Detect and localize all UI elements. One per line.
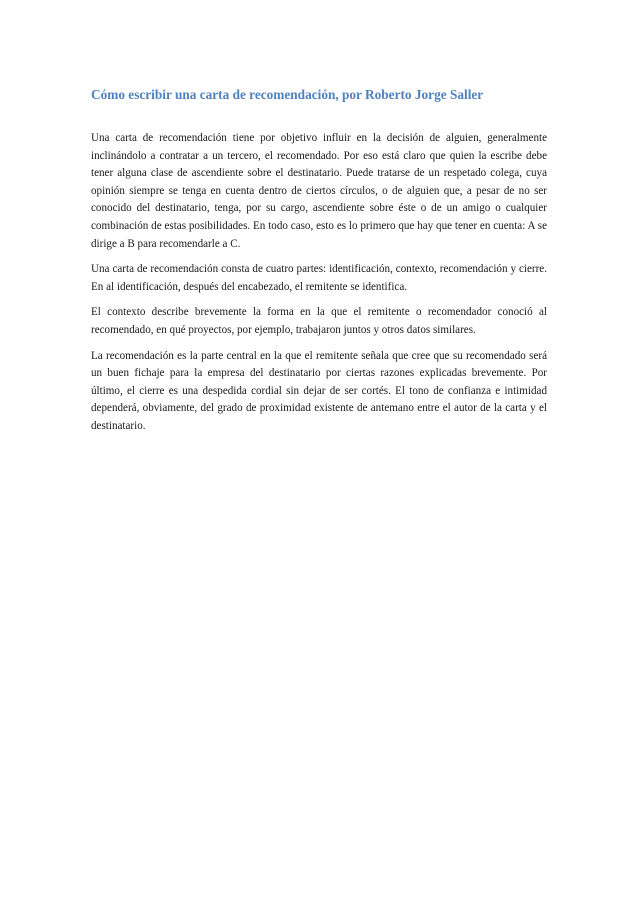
document-title: Cómo escribir una carta de recomendación, por Roberto Jorge Saller <box>91 87 484 102</box>
paragraph-intro: Una carta de recomendación tiene por objetivo influir en la decisión de alguien, generalmente inclinándolo a contratar a un tercero, el recomendado. Por eso está claro que quien la escribe debe tener alguna clase de ascendiente sobre el destinatario. Puede tratarse de un respetado colega, cuya opinión siempre se tenga en cuenta dentro de ciertos círculos, o de alguien que, a pesar de no ser conocido del destinatario, tenga, por su cargo, ascendiente sobre éste o de un amigo o cualquier combinación de estas posibilidades. En todo caso, esto es lo primero que hay que tener en cuenta: A se dirige a B para recomendarle a C. <box>91 132 547 250</box>
document-body <box>91 130 547 444</box>
paragraph-recommendation: La recomendación es la parte central en la que el remitente señala que cree que su recomendado será un buen fichaje para la empresa del destinatario por ciertas razones explicadas brevemente. Por último, el cierre es una despedida cordial sin dejar de ser cortés. El tono de confianza e intimidad dependerá, obviamente, del grado de proximidad existente de antemano entre el autor de la carta y el destinatario. <box>91 349 547 432</box>
paragraph-context: El contexto describe brevemente la forma en la que el remitente o recomendador conoció al recomendado, en qué proyectos, por ejemplo, trabajaron juntos y otros datos similares. <box>91 306 547 336</box>
paragraph-parts: Una carta de recomendación consta de cuatro partes: identificación, contexto, recomendación y cierre. En al identificación, después del encabezado, el remitente se identifica. <box>91 263 547 293</box>
